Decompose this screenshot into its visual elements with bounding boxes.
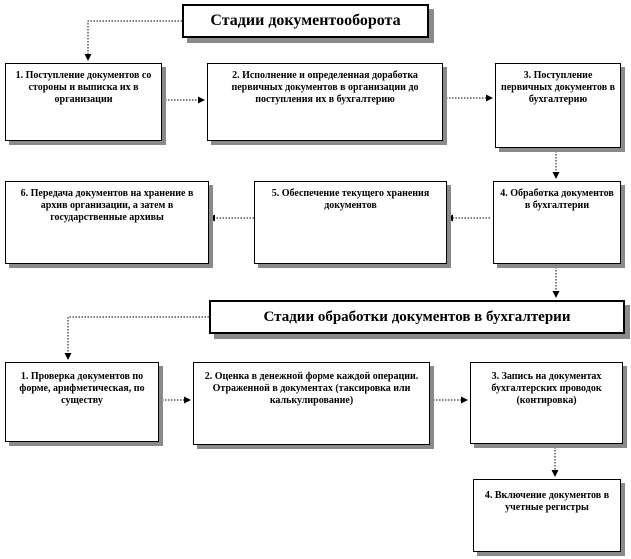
flow-step-6-text: 6. Передача документов на хранение в архив организации, а затем в государственные архивы [20,188,194,223]
processing-step-3 [470,362,623,444]
processing-step-3-text: 3. Запись на документах бухгалтерских проводок (контировка) [491,371,602,406]
flow-step-2-text: 2. Исполнение и определенная доработка первичных документов в организации до поступления их в бухгалтерию [231,70,419,105]
flow-step-3 [495,63,621,148]
title-docflow-stages [182,4,429,38]
flow-step-4-text: 4. Обработка документов в бухгалтерии [500,188,614,211]
arrow-title-to-step1 [88,21,182,60]
flow-step-6 [5,181,209,264]
flow-step-4 [493,181,621,264]
processing-step-4-text: 4. Включение документов в учетные регистры [484,490,610,513]
flow-step-1-text: 1. Поступление документов со стороны и выписка их в организации [15,70,152,105]
flow-step-5 [254,181,447,264]
processing-step-2-text: 2. Оценка в денежной форме каждой операции. Отраженной в документах (таксировка или калькулирование) [204,371,419,406]
flow-step-2 [207,63,443,141]
processing-step-2 [193,362,430,445]
flow-step-5-text: 5. Обеспечение текущего хранения документов [271,188,430,211]
flow-step-3-text: 3. Поступление первичных документов в бухгалтерию [500,70,616,105]
title-processing-stages [209,300,625,334]
processing-step-1-text: 1. Проверка документов по форме, арифметическая, по существу [19,371,145,406]
processing-step-4 [473,479,621,552]
arrow-title2-to-proc1 [68,317,209,359]
title-docflow-stages-text: Стадии документооборота [210,12,401,29]
flow-step-1 [5,63,162,141]
processing-step-1 [5,362,159,442]
title-processing-stages-text: Стадии обработки документов в бухгалтерии [263,309,571,325]
